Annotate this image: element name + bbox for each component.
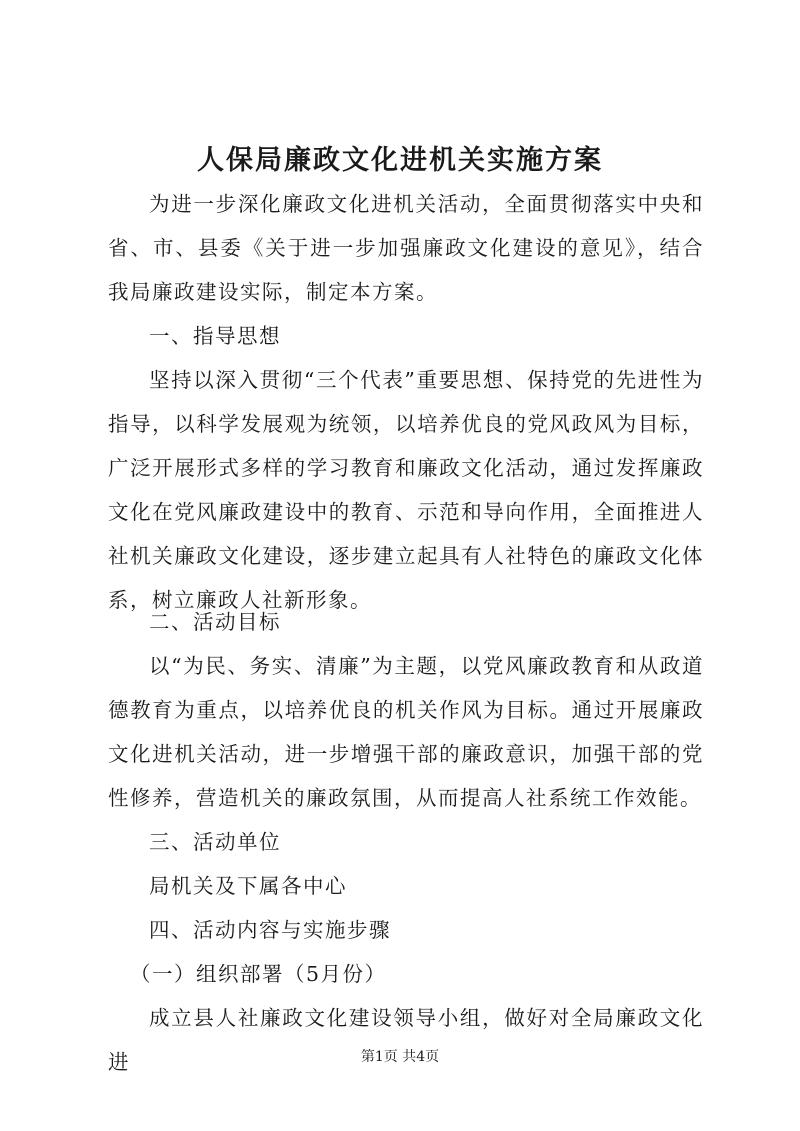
intro-paragraph: 为进一步深化廉政文化进机关活动，全面贯彻落实中央和省、市、县委《关于进一步加强廉政文化建设的意见》，结合我局廉政建设实际，制定本方案。 (108, 192, 704, 304)
page-footer: 第1页 共4页 (360, 1049, 440, 1065)
section-heading-content-steps: 四、活动内容与实施步骤 (149, 918, 391, 942)
guiding-ideology-paragraph: 坚持以深入贯彻“三个代表”重要思想、保持党的先进性为指导，以科学发展观为统领，以培养优良的党风政风为目标，广泛开展形式多样的学习教育和廉政文化活动，通过发挥廉政文化在党风廉政建设中的教育、示范和导向作用，全面推进人社机关廉政文化建设，逐步建立起具有人社特色的廉政文化体系，树立廉政人社新形象。 (108, 368, 704, 612)
section-heading-activity-goals: 二、活动目标 (149, 610, 281, 634)
document-title: 人保局廉政文化进机关实施方案 (197, 145, 603, 176)
activity-goals-paragraph: 以“为民、务实、清廉”为主题，以党风廉政教育和从政道德教育为重点，以培养优良的机关作风为目标。通过开展廉政文化进机关活动，进一步增强干部的廉政意识，加强干部的党性修养，营造机关的廉政氛围，从而提高人社系统工作效能。 (108, 654, 704, 810)
section-heading-activity-units: 三、活动单位 (149, 830, 281, 854)
activity-units-paragraph: 局机关及下属各中心 (149, 874, 347, 898)
subsection-heading-organization: （一）组织部署（5月份） (130, 962, 387, 986)
organization-paragraph: 成立县人社廉政文化建设领导小组，做好对全局廉政文化进 (108, 1006, 704, 1074)
section-heading-guiding-ideology: 一、指导思想 (149, 324, 281, 348)
